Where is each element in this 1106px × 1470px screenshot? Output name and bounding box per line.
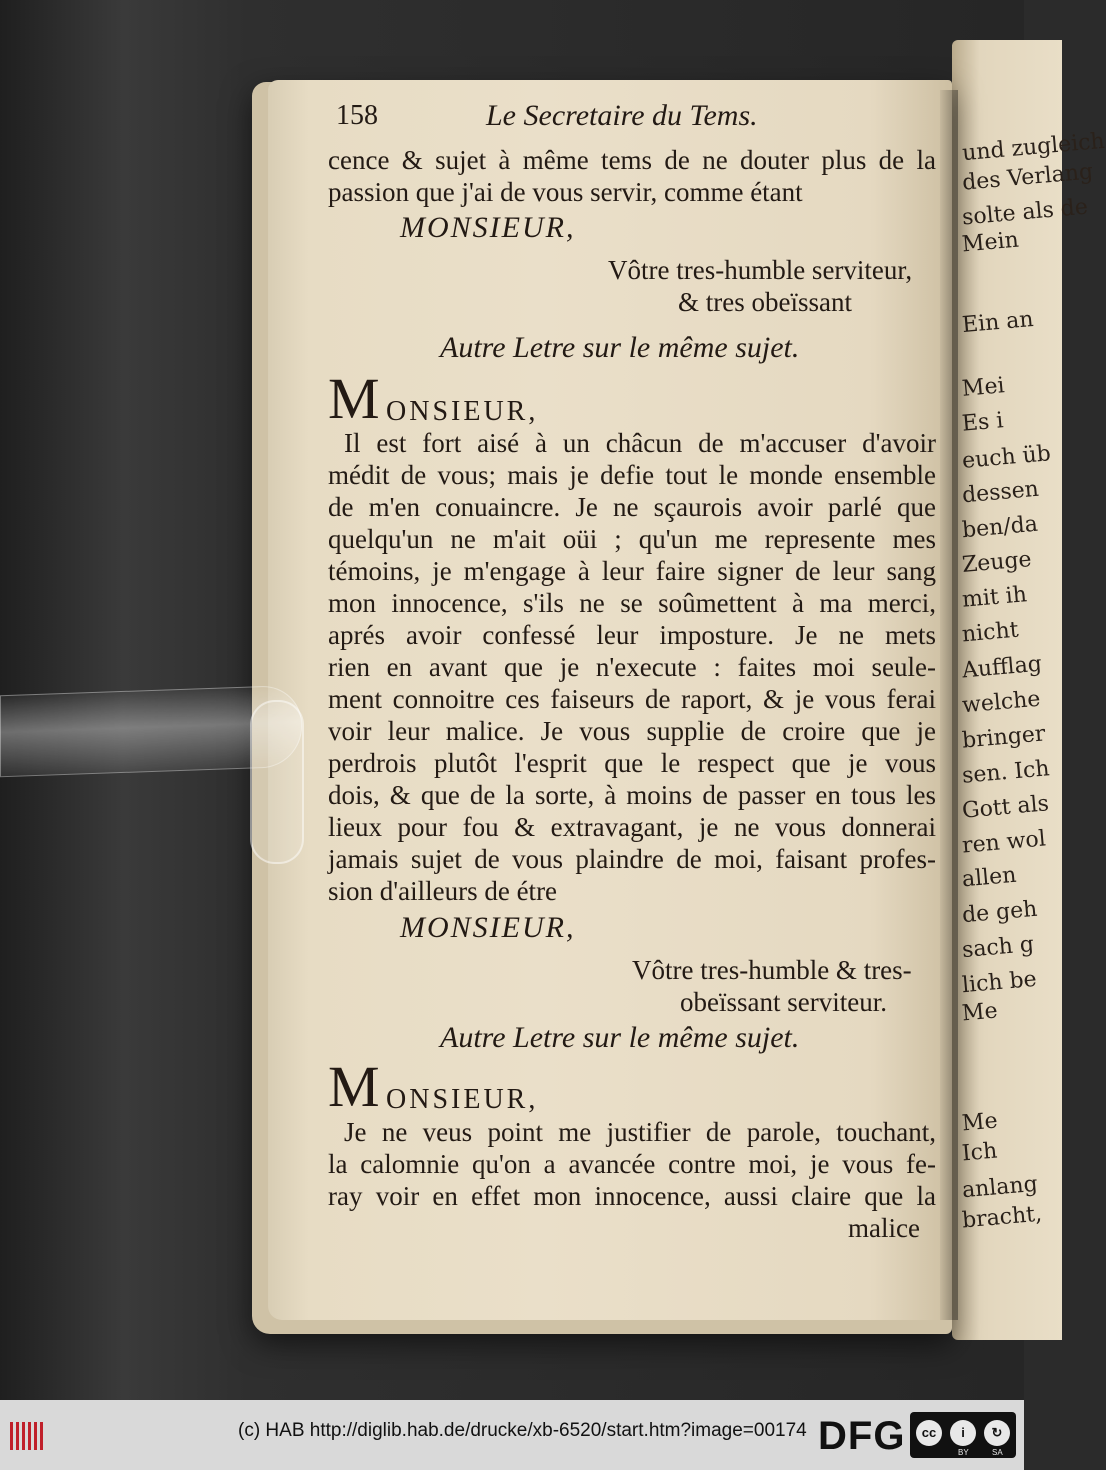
text-line: quelqu'un ne m'ait oüi ; qu'un me represente mes xyxy=(328,524,936,554)
text-line: Je ne veus point me justifier de parole, touchant, xyxy=(344,1117,936,1147)
page-number: 158 xyxy=(336,100,378,131)
facing-page-text: bringer xyxy=(961,721,1047,754)
facing-page-text: Aufflag xyxy=(961,651,1043,684)
facing-page-text: bracht, xyxy=(961,1201,1043,1234)
text-line: médit de vous; mais je defie tout le monde ensemble xyxy=(328,460,936,490)
text-line: perdrois plutôt l'esprit que le respect que je vous xyxy=(328,748,936,778)
facing-page-text: anlang xyxy=(961,1171,1039,1204)
facing-page-text: mit ih xyxy=(961,582,1028,613)
text-line: la calomnie qu'on a avancée contre moi, je vous fe- xyxy=(328,1149,936,1179)
facing-page-text: Me xyxy=(960,1108,999,1137)
closing-line: Vôtre tres-humble serviteur, xyxy=(608,255,913,285)
facing-page-text: ren wol xyxy=(961,826,1047,859)
facing-page-text: Mei xyxy=(960,373,1006,402)
facing-page-text: sach g xyxy=(961,931,1035,964)
running-title: Le Secretaire du Tems. xyxy=(486,99,758,132)
facing-page-text: euch üb xyxy=(961,441,1052,474)
facing-page-text: lich be xyxy=(961,966,1038,999)
facing-page-text: welche xyxy=(961,686,1042,719)
text-line: voir leur malice. Je vous supplie de croire que je xyxy=(328,716,936,746)
text-line: passion que j'ai de vous servir, comme étant xyxy=(328,177,803,207)
facing-page-text: Mein xyxy=(961,227,1020,258)
glass-weight-tip xyxy=(250,700,304,864)
catchword: malice xyxy=(848,1213,920,1243)
viewer-footer xyxy=(0,1400,1024,1470)
text-line: mon innocence, s'ils ne se soûmettent à ma merci, xyxy=(328,588,936,618)
by-label: BY xyxy=(958,1448,969,1457)
text-line: jamais sujet de vous plaindre de moi, faisant profes- xyxy=(328,844,936,874)
facing-page xyxy=(952,40,1106,1340)
text-line: dois, & que de la sorte, à moins de passer en tous les xyxy=(328,780,936,810)
facing-page-text: Ein an xyxy=(961,306,1035,339)
facing-page-text: Zeuge xyxy=(961,547,1033,578)
facing-page-text: Gott als xyxy=(961,791,1050,824)
facing-page-text: solte als de xyxy=(961,194,1089,231)
closing-line: & tres obeïssant xyxy=(678,287,852,317)
cc-license-badge[interactable] xyxy=(910,1412,1016,1458)
text-line: aprés avoir confessé leur imposture. Je ne mets xyxy=(328,620,936,650)
facing-page-text: de geh xyxy=(961,896,1039,929)
facing-page-text: sen. Ich xyxy=(961,756,1051,789)
text-line: sion d'ailleurs de étre xyxy=(328,876,558,906)
text-line: lieux pour fou & extravagant, je ne vous donnerai xyxy=(328,812,936,842)
text-line: ment connoitre ces faiseurs de raport, & je vous ferai xyxy=(328,684,936,714)
by-icon: i xyxy=(950,1420,976,1446)
gutter-shadow xyxy=(940,90,958,1320)
facing-page-text: dessen xyxy=(961,476,1040,509)
facing-page-text: Ich xyxy=(960,1138,999,1167)
credit-link[interactable]: (c) HAB http://diglib.hab.de/drucke/xb-6520/start.htm?image=00174 xyxy=(238,1420,807,1441)
salutation: MONSIEUR, xyxy=(400,211,576,244)
letter-opening: ONSIEUR, xyxy=(386,396,539,427)
facing-page-text: und zugleich xyxy=(961,128,1106,167)
closing-line: obeïssant serviteur. xyxy=(680,987,887,1017)
closing-line: Vôtre tres-humble & tres- xyxy=(632,955,912,985)
letter-heading: Autre Letre sur le même sujet. xyxy=(440,331,800,364)
text-line: ray voir en effet mon innocence, aussi claire que la xyxy=(328,1181,936,1211)
facing-page-text: des Verlang xyxy=(961,159,1095,196)
dfg-logo: DFG xyxy=(818,1414,906,1458)
cc-icon: cc xyxy=(916,1420,942,1446)
drop-initial: M xyxy=(328,1054,380,1119)
facing-page-text: nicht xyxy=(961,617,1020,648)
facing-page-text: Me xyxy=(960,998,999,1027)
text-line: rien en avant que je n'execute : faites moi seule- xyxy=(328,652,936,682)
sa-icon: ↻ xyxy=(984,1420,1010,1446)
text-line: de m'en conuaincre. Je ne sçaurois avoir parlé que xyxy=(328,492,936,522)
letter-opening: ONSIEUR, xyxy=(386,1084,539,1115)
text-line: Il est fort aisé à un châcun de m'accuser d'avoir xyxy=(344,428,936,458)
facing-page-text: ben/da xyxy=(961,511,1039,544)
barcode-icon xyxy=(10,1422,46,1450)
sa-label: SA xyxy=(992,1448,1003,1457)
letter-heading: Autre Letre sur le même sujet. xyxy=(440,1021,800,1054)
facing-page-text: allen xyxy=(961,862,1018,893)
facing-page-text: Es i xyxy=(960,408,1005,437)
drop-initial: M xyxy=(328,366,380,431)
salutation: MONSIEUR, xyxy=(400,911,576,944)
text-line: témoins, je m'engage à leur faire signer de leur sang xyxy=(328,556,936,586)
text-line: cence & sujet à même tems de ne douter plus de la xyxy=(328,145,936,175)
